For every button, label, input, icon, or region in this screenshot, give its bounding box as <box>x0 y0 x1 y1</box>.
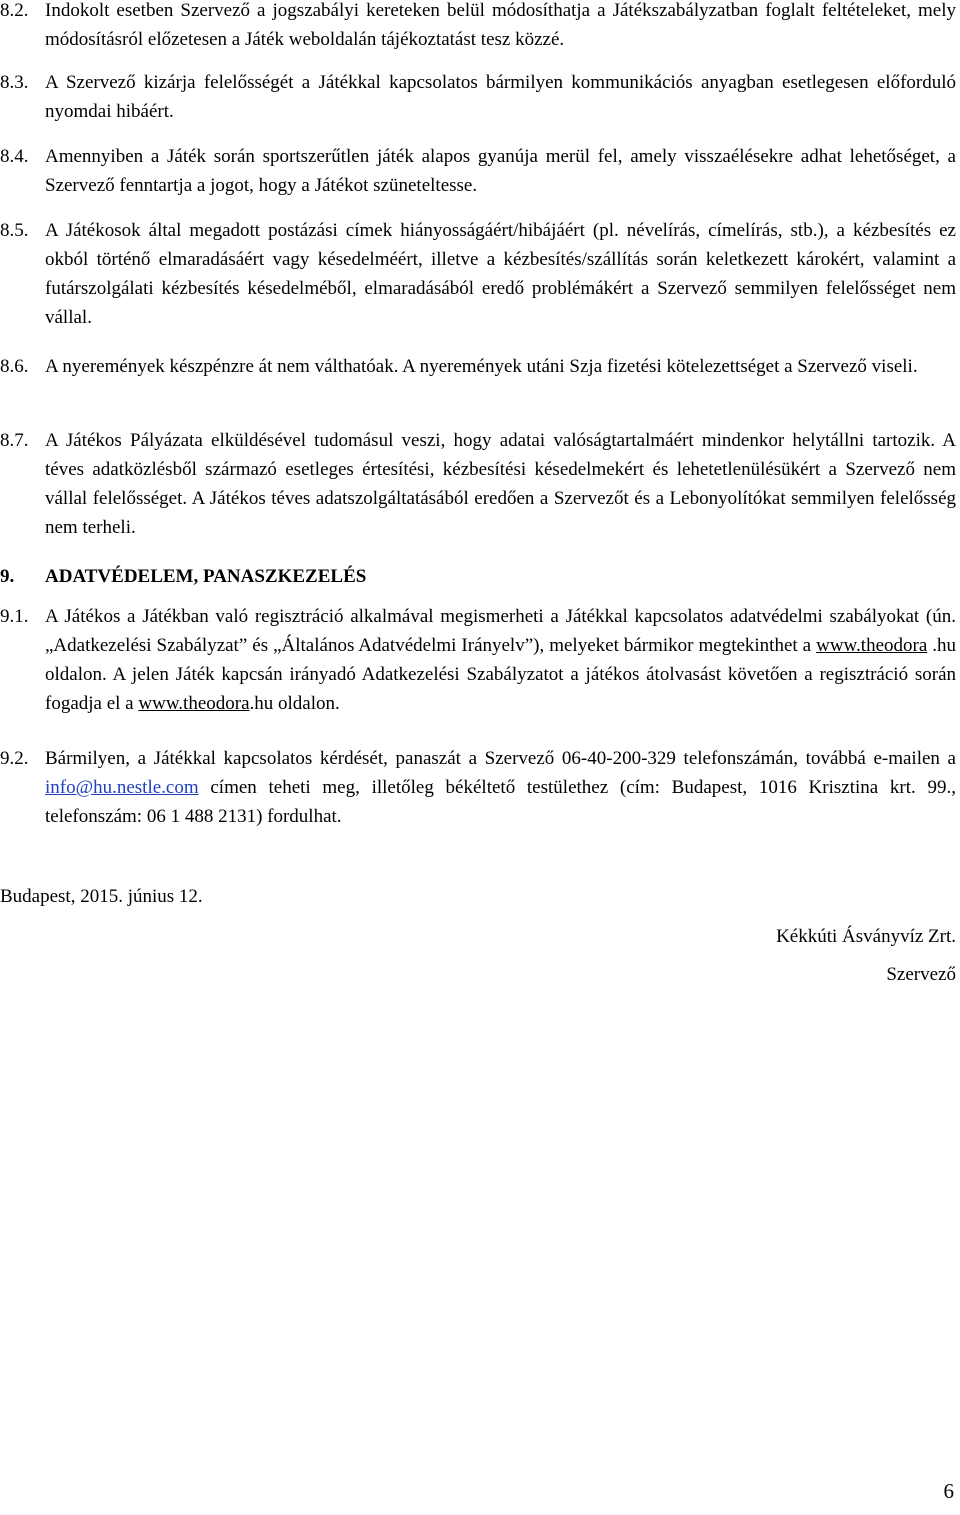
section-8-4 <box>0 142 956 200</box>
section-number: 8.2. <box>0 0 29 21</box>
section-8-3 <box>0 68 956 126</box>
section-text: Indokolt esetben Szervező a jogszabályi kereteken belül módosíthatja a Játékszabályzatban foglalt feltételeket, mely módosításról előzetesen a Játék weboldalán tájékoztatást tesz közzé. <box>45 0 956 50</box>
signer-role: Szervező <box>886 964 956 985</box>
section-text <box>45 744 956 831</box>
section-text: A Játékosok által megadott postázási címek hiányosságáért/hibájáért (pl. névelírás, címelírás, stb.), a kézbesítés ez okból történő elmaradásáért vagy késedelméért, illetve a kézbesítés/szállítás során keletkezett károkért, valamint a futárszolgálati kézbesítés késedelméből, elmaradásából eredő problémákért a Szervező semmilyen felelősséget nem vállal. <box>45 220 956 328</box>
section-number: 8.7. <box>0 430 29 451</box>
section-text <box>45 602 956 718</box>
section-text-part: .hu oldalon. A jelen Játék kapcsán irányadó Adatkezelési Szabályzatot a játékos átolvasást követően a regisztráció során fogadja el a <box>45 635 957 714</box>
heading-number: 9. <box>0 566 15 587</box>
signer-company: Kékkúti Ásványvíz Zrt. <box>776 926 956 947</box>
page-number: 6 <box>943 1479 954 1503</box>
section-number: 8.4. <box>0 146 29 167</box>
section-9-1 <box>0 602 956 718</box>
section-text-part: Bármilyen, a Játékkal kapcsolatos kérdését, panaszát a Szervező 06-40-200-329 telefonszámán, továbbá e-mailen a <box>45 748 956 769</box>
section-8-7 <box>0 426 956 542</box>
section-8-2 <box>0 0 956 54</box>
section-9-2 <box>0 744 956 831</box>
place-and-date: Budapest, 2015. június 12. <box>0 886 203 907</box>
section-number: 8.6. <box>0 356 29 377</box>
section-number: 8.3. <box>0 72 29 93</box>
heading-title: ADATVÉDELEM, PANASZKEZELÉS <box>45 566 367 587</box>
website-link[interactable]: www.theodora <box>138 693 250 714</box>
section-number: 9.1. <box>0 606 29 627</box>
section-text-part: .hu oldalon. <box>249 693 340 714</box>
section-8-5 <box>0 216 956 332</box>
section-text: Amennyiben a Játék során sportszerűtlen játék alapos gyanúja merül fel, amely visszaélésekre adhat lehetőséget, a Szervező fenntartja a jogot, hogy a Játékot szüneteltesse. <box>45 146 956 196</box>
website-link[interactable]: www.theodora <box>816 635 928 656</box>
section-text: A Szervező kizárja felelősségét a Játékkal kapcsolatos bármilyen kommunikációs anyagban esetlegesen előforduló nyomdai hibáért. <box>45 72 956 122</box>
section-8-6 <box>0 352 956 381</box>
section-number: 8.5. <box>0 220 29 241</box>
section-heading-9 <box>0 562 956 591</box>
section-text: A Játékos Pályázata elküldésével tudomásul veszi, hogy adatai valóságtartalmáért mindenkor helytállni tartozik. A téves adatközlésből származó esetleges értesítési, kézbesítési késedelmekért és lehetetlenülésükért a Szervező nem vállal felelősséget. A Játékos téves adatszolgáltatásából eredően a Szervezőt és a Lebonyolítókat semmilyen felelősség nem terheli. <box>45 430 956 538</box>
section-text-part: címen teheti meg, illetőleg békéltető testülethez (cím: Budapest, 1016 Krisztina krt. 99., telefonszám: 06 1 488 2131) fordulhat. <box>45 777 956 827</box>
email-link[interactable]: info@hu.nestle.com <box>45 777 199 798</box>
section-text: A nyeremények készpénzre át nem válthatóak. A nyeremények utáni Szja fizetési kötelezettséget a Szervező viseli. <box>45 356 918 377</box>
section-number: 9.2. <box>0 748 29 769</box>
section-text-part: A Játékos a Játékban való regisztráció alkalmával megismerheti a Játékkal kapcsolatos adatvédelmi szabályokat (ún. „Adatkezelési Szabályzat” és „Általános Adatvédelmi Irányelv”), melyeket bármikor megtekinthet a <box>45 606 956 656</box>
